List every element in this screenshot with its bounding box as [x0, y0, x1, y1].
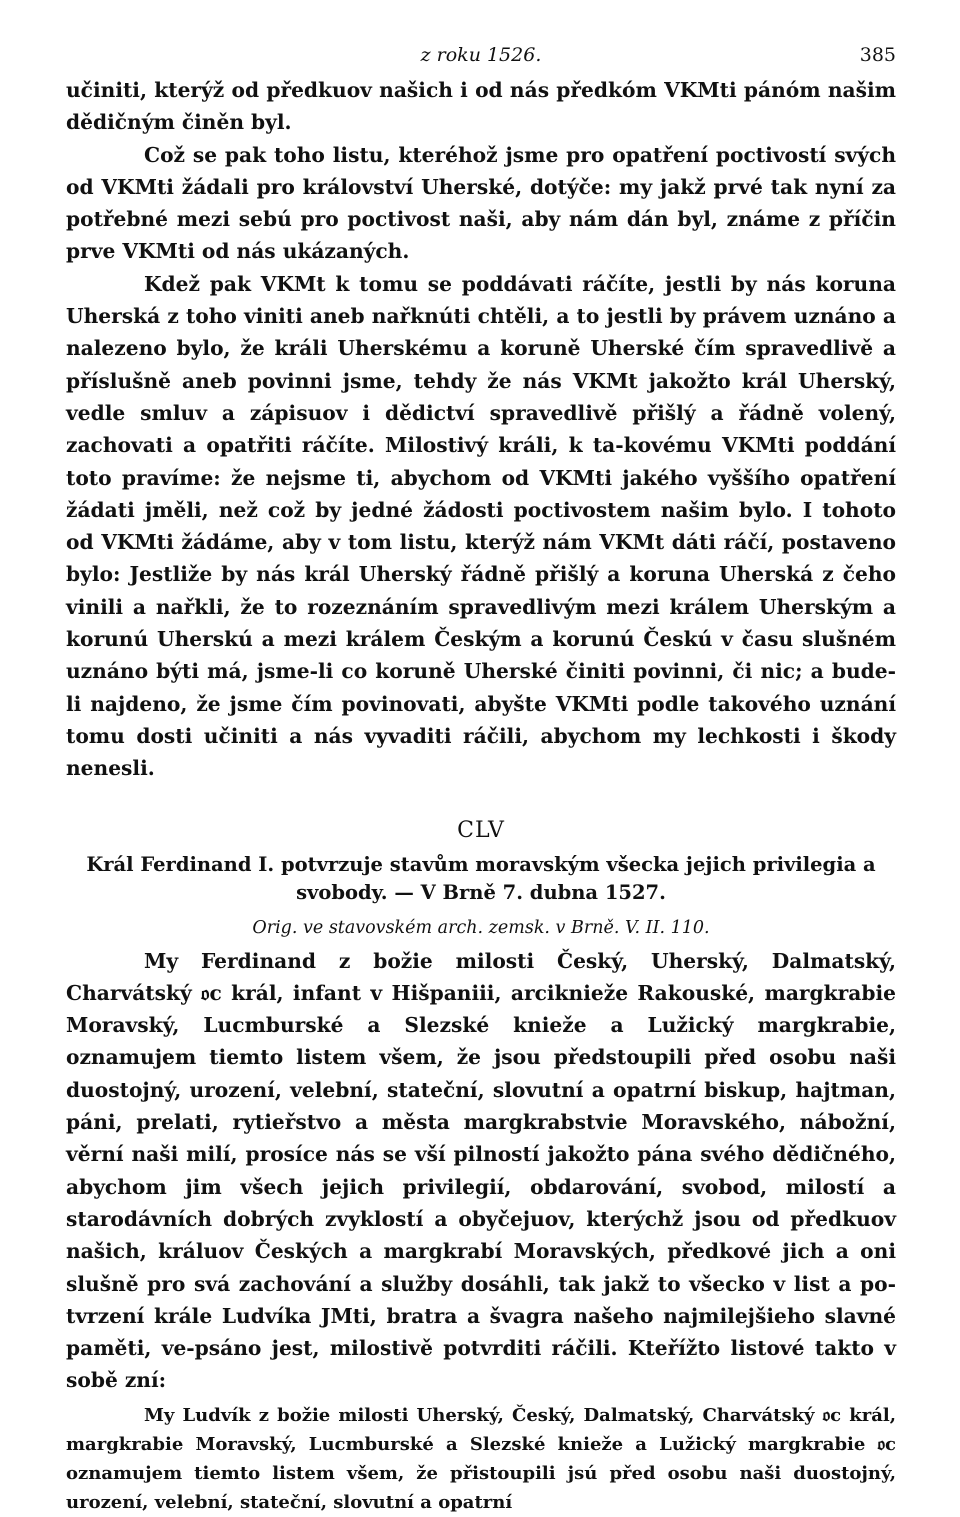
document-page — [66, 40, 896, 1517]
paragraph-continuation: učiniti, kterýž od předkuov našich i od nás předkóm VKMti pánóm našim dědičným činěn byl. — [66, 78, 896, 135]
previous-document-text — [66, 74, 896, 785]
running-head — [66, 40, 896, 74]
paragraph: Kdež pak VKMt k tomu se poddávati ráčíte, jestli by nás koruna Uherská z toho viniti aneb nařknúti chtěli, a to jestli by právem uznáno a nalezeno bylo, že králi Uherskému a koruně Uherské čím spravedlivě a příslušně aneb povinni jsme, tehdy že nás VKMt jakožto král Uherský, vedle smluv a zápisuov i dědictví spravedlivě přišlý a řádně volený, zachovati a opatřiti ráčíte. Milostivý králi, k ta-kovému VKMti poddání toto pravíme: že nejsme ti, abychom od VKMti jakého vyššího opatření žádati jměli, než což by jedné žádosti poctivostem našim bylo. I tohoto od VKMti žádáme, aby v tom listu, kterýž nám VKMt dáti ráčí, postaveno bylo: Jestliže by nás král Uherský řádně přišlý a koruna Uherská z čeho vinili a nařkli, že to rozeznáním spravedlivým mezi králem Uherským a korunú Uherskú a mezi králem Českým a korunú Českú v času slušném uznáno býti má, jsme-li co koruně Uherské činiti povinni, či nic; a bude-li najdeno, že jsme čím povinovati, abyšte VKMti podle takového uznání tomu dosti učiniti a nás vyvaditi ráčili, abychom my lechkosti i škody nenesli. — [66, 271, 896, 781]
document-body: My Ferdinand z božie milosti Český, Uherský, Dalmatský, Charvátský 𝔬c král, infant v Hišpaniii, arcikniežе Rakouské, margkrabie Moravský, Lucmburské a Slezské knieže a Lužický margkrabie, oznamujem tiemto listem všem, že jsou předstoupili před osobu naši duostojný, urození, velební, stateční, slovutní a opatrní biskup, hajtman, páni, prelati, rytieřstvo a města margkrabstvie Moravského, nábožní, věrní naši milí, prosíce nás se vší pilností jakožto pána svého dědičného, abychom jim všech jejich privilegií, obdarování, svobod, milostí a starodávních dobrých zvyklostí a obyčejuov, kterýchž jsou od předkuov našich, králuov Českých a margkrabí Moravských, předkové jich a oni slušně pro svá zachování a služby dosáhli, tak jakž to všecko v list a po-tvrzení krále Ludvíka JMti, bratra a švagra našeho najmilejšieho slavné paměti, ve-psáno jest, milostivě potvrditi ráčili. Kteřížto listové takto v sobě zní: — [66, 948, 896, 1393]
paragraph: Což se pak toho listu, kteréhož jsme pro opatření poctivostí svých od VKMti žádali pro království Uherské, dotýče: my jakž prvé tak nyní za potřebné mezi sebú pro poctivost naši, aby nám dán byl, známe z příčin prve VKMti od nás ukázaných. — [66, 142, 896, 264]
document-regest: Král Ferdinand I. potvrzuje stavům moravským všecka jejich privilegia a svobody. — V Brně 7. dubna 1527. — [86, 852, 876, 904]
document-number: CLV — [457, 817, 505, 843]
quoted-charter: My Ludvík z božie milosti Uherský, Český, Dalmatský, Charvátský 𝔬c král, margkrabie Moravský, Lucmburské a Slezské knieže a Lužický margkrabie 𝔬c oznamujem tiemto listem všem, že přistoupili jsú před osobu naši duostojný, urození, velební, stateční, slovutní a opatrní — [66, 1404, 896, 1513]
running-title: z roku 1526. — [420, 44, 542, 66]
page-number: 385 — [859, 44, 896, 66]
document-source: Orig. ve stavovském arch. zemsk. v Brně. V. II. 110. — [252, 917, 710, 938]
